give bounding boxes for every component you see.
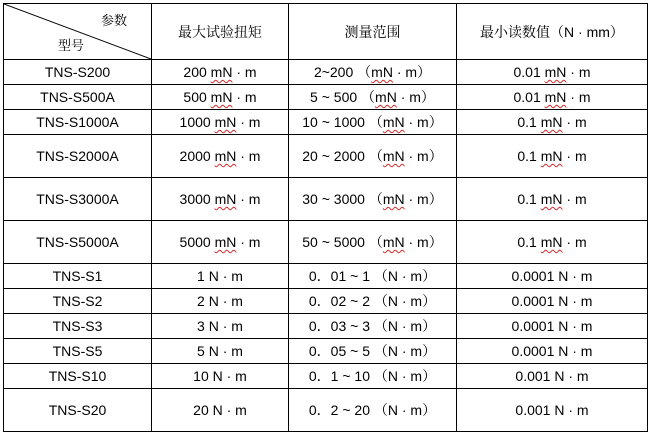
unit-text: mN xyxy=(540,114,563,130)
max-torque-cell: 20 N · m xyxy=(152,389,289,432)
model-cell: TNS-S10 xyxy=(4,364,152,389)
max-torque-cell: 2 N · m xyxy=(152,289,289,314)
model-cell: TNS-S3000A xyxy=(4,178,152,221)
range-cell: 50 ~ 5000 （mN · m） xyxy=(289,221,457,264)
table-row xyxy=(4,314,648,339)
unit-text: mN xyxy=(540,148,563,164)
max-torque-cell: 200 mN · m xyxy=(152,60,289,85)
model-cell: TNS-S2000A xyxy=(4,135,152,178)
min-reading-cell: 0.1 mN · m xyxy=(457,135,648,178)
range-cell: 2~200 （mN · m） xyxy=(289,60,457,85)
model-cell: TNS-S200 xyxy=(4,60,152,85)
unit-text: mN xyxy=(382,234,405,250)
corner-label-parameters: 参数 xyxy=(100,13,127,28)
model-cell: TNS-S1000A xyxy=(4,110,152,135)
model-cell: TNS-S20 xyxy=(4,389,152,432)
range-cell: 20 ~ 2000 （mN · m） xyxy=(289,135,457,178)
table-row xyxy=(4,135,648,178)
unit-text: mN xyxy=(540,234,563,250)
table-row xyxy=(4,264,648,289)
unit-text: mN xyxy=(382,191,405,207)
unit-text: mN xyxy=(382,114,405,130)
min-reading-cell: 0.1 mN · m xyxy=(457,221,648,264)
table-row xyxy=(4,60,648,85)
range-cell: 30 ~ 3000 （mN · m） xyxy=(289,178,457,221)
unit-text: mN xyxy=(214,148,237,164)
max-torque-cell: 1000 mN · m xyxy=(152,110,289,135)
unit-text: mN xyxy=(210,64,233,80)
unit-text: mN xyxy=(544,64,567,80)
max-torque-cell: 500 mN · m xyxy=(152,85,289,110)
min-reading-cell: 0.01 mN · m xyxy=(457,60,648,85)
max-torque-cell: 2000 mN · m xyxy=(152,135,289,178)
unit-text: mN xyxy=(544,89,567,105)
max-torque-cell: 5000 mN · m xyxy=(152,221,289,264)
model-cell: TNS-S2 xyxy=(4,289,152,314)
max-torque-cell: 5 N · m xyxy=(152,339,289,364)
range-cell: 0．05 ~ 5 （N · m） xyxy=(289,339,457,364)
range-cell: 10 ~ 1000 （mN · m） xyxy=(289,110,457,135)
min-reading-cell: 0.0001 N · m xyxy=(457,339,648,364)
model-cell: TNS-S5 xyxy=(4,339,152,364)
column-header-min-reading: 最小读数值（N · mm） xyxy=(457,4,648,60)
corner-header-cell xyxy=(4,4,152,60)
range-cell: 0．01 ~ 1 （N · m） xyxy=(289,264,457,289)
table-row xyxy=(4,364,648,389)
min-reading-cell: 0.01 mN · m xyxy=(457,85,648,110)
range-cell: 0．2 ~ 20 （N · m） xyxy=(289,389,457,432)
unit-text: mN xyxy=(210,89,233,105)
unit-text: mN xyxy=(214,191,237,207)
min-reading-cell: 0.001 N · m xyxy=(457,364,648,389)
max-torque-cell: 3000 mN · m xyxy=(152,178,289,221)
spec-table-container xyxy=(3,3,648,432)
column-header-range: 测量范围 xyxy=(289,4,457,60)
min-reading-cell: 0.0001 N · m xyxy=(457,314,648,339)
range-cell: 0．03 ~ 3 （N · m） xyxy=(289,314,457,339)
spec-table xyxy=(3,3,648,432)
table-row xyxy=(4,289,648,314)
model-cell: TNS-S3 xyxy=(4,314,152,339)
max-torque-cell: 1 N · m xyxy=(152,264,289,289)
unit-text: mN xyxy=(371,64,393,80)
range-cell: 5 ~ 500 （mN · m） xyxy=(289,85,457,110)
range-cell: 0．1 ~ 10 （N · m） xyxy=(289,364,457,389)
table-row xyxy=(4,178,648,221)
range-cell: 0．02 ~ 2 （N · m） xyxy=(289,289,457,314)
min-reading-cell: 0.0001 N · m xyxy=(457,264,648,289)
table-row xyxy=(4,339,648,364)
min-reading-cell: 0.1 mN · m xyxy=(457,110,648,135)
model-cell: TNS-S5000A xyxy=(4,221,152,264)
table-row xyxy=(4,389,648,432)
table-body xyxy=(4,60,648,432)
column-header-max-torque: 最大试验扭矩 xyxy=(152,4,289,60)
unit-text: mN xyxy=(382,148,405,164)
max-torque-cell: 3 N · m xyxy=(152,314,289,339)
table-row xyxy=(4,221,648,264)
table-row xyxy=(4,85,648,110)
unit-text: mN xyxy=(214,234,237,250)
min-reading-cell: 0.1 mN · m xyxy=(457,178,648,221)
min-reading-cell: 0.001 N · m xyxy=(457,389,648,432)
max-torque-cell: 10 N · m xyxy=(152,364,289,389)
table-row xyxy=(4,110,648,135)
header-row xyxy=(4,4,648,60)
model-cell: TNS-S500A xyxy=(4,85,152,110)
unit-text: mN xyxy=(375,89,397,105)
model-cell: TNS-S1 xyxy=(4,264,152,289)
unit-text: mN xyxy=(214,114,237,130)
corner-label-model: 型号 xyxy=(58,38,85,53)
min-reading-cell: 0.0001 N · m xyxy=(457,289,648,314)
unit-text: mN xyxy=(540,191,563,207)
